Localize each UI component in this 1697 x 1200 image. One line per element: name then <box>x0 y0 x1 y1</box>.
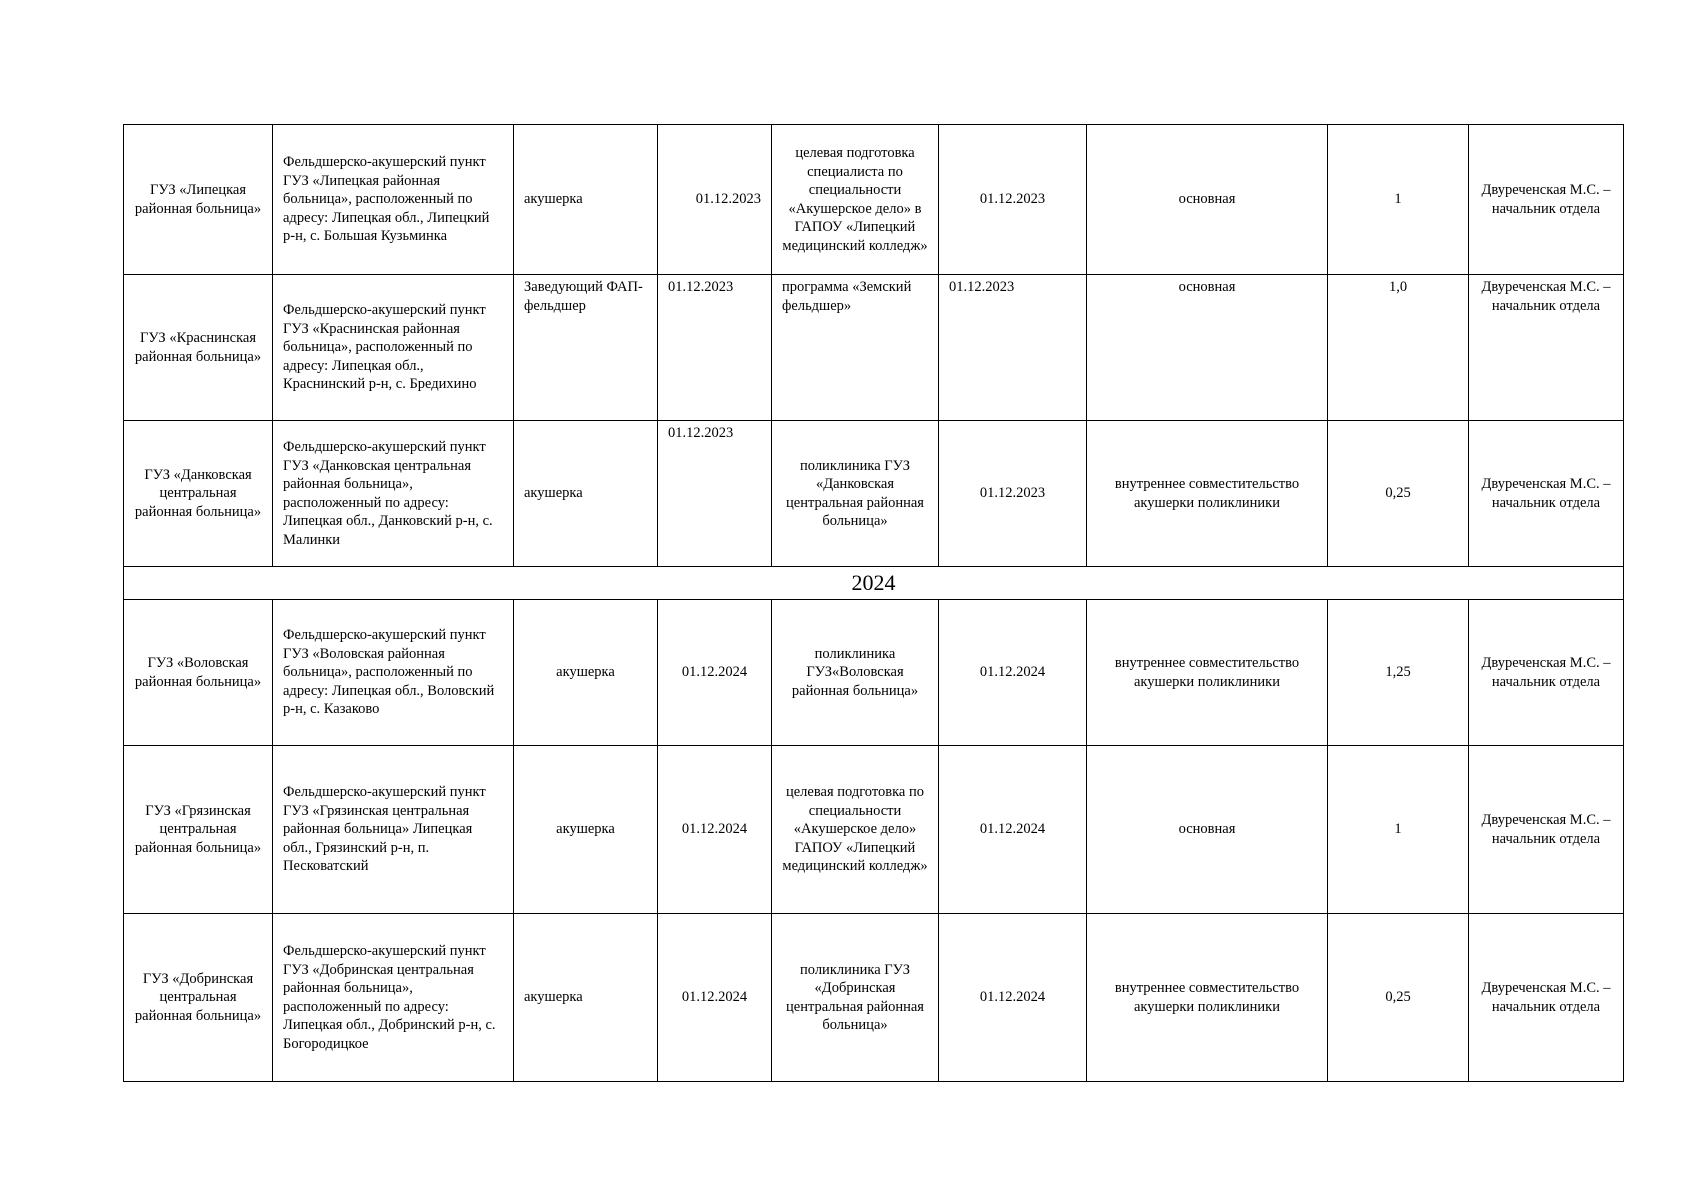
table-row <box>124 600 1624 746</box>
date2-cell: 01.12.2023 <box>939 275 1087 421</box>
source-cell: целевая подготовка специалиста по специальности «Акушерское дело» в ГАПОУ «Липецкий медицинский колледж» <box>772 125 939 275</box>
employment-cell: внутреннее совместительство акушерки поликлиники <box>1087 421 1328 567</box>
position-cell: акушерка <box>514 746 658 914</box>
source-cell: программа «Земский фельдшер» <box>772 275 939 421</box>
position-cell: акушерка <box>514 125 658 275</box>
source-cell: поликлиника ГУЗ «Данковская центральная районная больница» <box>772 421 939 567</box>
responsible-cell: Двуреченская М.С. – начальник отдела <box>1469 421 1624 567</box>
year-heading: 2024 <box>124 567 1624 600</box>
responsible-cell: Двуреченская М.С. – начальник отдела <box>1469 125 1624 275</box>
table-row <box>124 421 1624 567</box>
date2-cell: 01.12.2023 <box>939 125 1087 275</box>
facility-cell: Фельдшерско-акушерский пункт ГУЗ «Воловская районная больница», расположенный по адресу: Липецкая обл., Воловский р-н, с. Казаково <box>273 600 514 746</box>
employment-cell: основная <box>1087 125 1328 275</box>
position-cell: акушерка <box>514 914 658 1082</box>
table-row <box>124 125 1624 275</box>
date2-cell: 01.12.2023 <box>939 421 1087 567</box>
position-cell: Заведующий ФАП-фельдшер <box>514 275 658 421</box>
facility-cell: Фельдшерско-акушерский пункт ГУЗ «Краснинская районная больница», расположенный по адресу: Липецкая обл., Краснинский р-н, с. Бредихино <box>273 275 514 421</box>
date-cell: 01.12.2024 <box>658 746 772 914</box>
institution-cell: ГУЗ «Грязинская центральная районная больница» <box>124 746 273 914</box>
responsible-cell: Двуреченская М.С. – начальник отдела <box>1469 746 1624 914</box>
source-cell: целевая подготовка по специальности «Акушерское дело» ГАПОУ «Липецкий медицинский колледж» <box>772 746 939 914</box>
source-cell: поликлиника ГУЗ«Воловская районная больница» <box>772 600 939 746</box>
source-cell: поликлиника ГУЗ «Добринская центральная районная больница» <box>772 914 939 1082</box>
institution-cell: ГУЗ «Воловская районная больница» <box>124 600 273 746</box>
responsible-cell: Двуреченская М.С. – начальник отдела <box>1469 600 1624 746</box>
rate-cell: 1 <box>1328 125 1469 275</box>
responsible-cell: Двуреченская М.С. – начальник отдела <box>1469 914 1624 1082</box>
facility-cell: Фельдшерско-акушерский пункт ГУЗ «Липецкая районная больница», расположенный по адресу: Липецкая обл., Липецкий р-н, с. Большая Кузьминка <box>273 125 514 275</box>
rate-cell: 1,0 <box>1328 275 1469 421</box>
rate-cell: 0,25 <box>1328 914 1469 1082</box>
date-cell: 01.12.2023 <box>658 125 772 275</box>
date-cell: 01.12.2024 <box>658 914 772 1082</box>
facility-cell: Фельдшерско-акушерский пункт ГУЗ «Данковская центральная районная больница», расположенный по адресу: Липецкая обл., Данковский р-н, с. Малинки <box>273 421 514 567</box>
table-row <box>124 914 1624 1082</box>
institution-cell: ГУЗ «Краснинская районная больница» <box>124 275 273 421</box>
responsible-cell: Двуреченская М.С. – начальник отдела <box>1469 275 1624 421</box>
employment-cell: внутреннее совместительство акушерки поликлиники <box>1087 914 1328 1082</box>
employment-cell: основная <box>1087 746 1328 914</box>
position-cell: акушерка <box>514 600 658 746</box>
position-cell: акушерка <box>514 421 658 567</box>
date2-cell: 01.12.2024 <box>939 746 1087 914</box>
rate-cell: 0,25 <box>1328 421 1469 567</box>
year-row <box>124 567 1624 600</box>
staffing-table <box>123 124 1624 1082</box>
date-cell: 01.12.2023 <box>658 421 772 567</box>
table-row <box>124 275 1624 421</box>
employment-cell: внутреннее совместительство акушерки поликлиники <box>1087 600 1328 746</box>
date-cell: 01.12.2023 <box>658 275 772 421</box>
date2-cell: 01.12.2024 <box>939 914 1087 1082</box>
date-cell: 01.12.2024 <box>658 600 772 746</box>
facility-cell: Фельдшерско-акушерский пункт ГУЗ «Грязинская центральная районная больница» Липецкая обл., Грязинский р-н, п. Песковатский <box>273 746 514 914</box>
employment-cell: основная <box>1087 275 1328 421</box>
facility-cell: Фельдшерско-акушерский пункт ГУЗ «Добринская центральная районная больница», расположенный по адресу: Липецкая обл., Добринский р-н, с. Богородицкое <box>273 914 514 1082</box>
table-row <box>124 746 1624 914</box>
date2-cell: 01.12.2024 <box>939 600 1087 746</box>
institution-cell: ГУЗ «Добринская центральная районная больница» <box>124 914 273 1082</box>
rate-cell: 1,25 <box>1328 600 1469 746</box>
rate-cell: 1 <box>1328 746 1469 914</box>
institution-cell: ГУЗ «Данковская центральная районная больница» <box>124 421 273 567</box>
institution-cell: ГУЗ «Липецкая районная больница» <box>124 125 273 275</box>
